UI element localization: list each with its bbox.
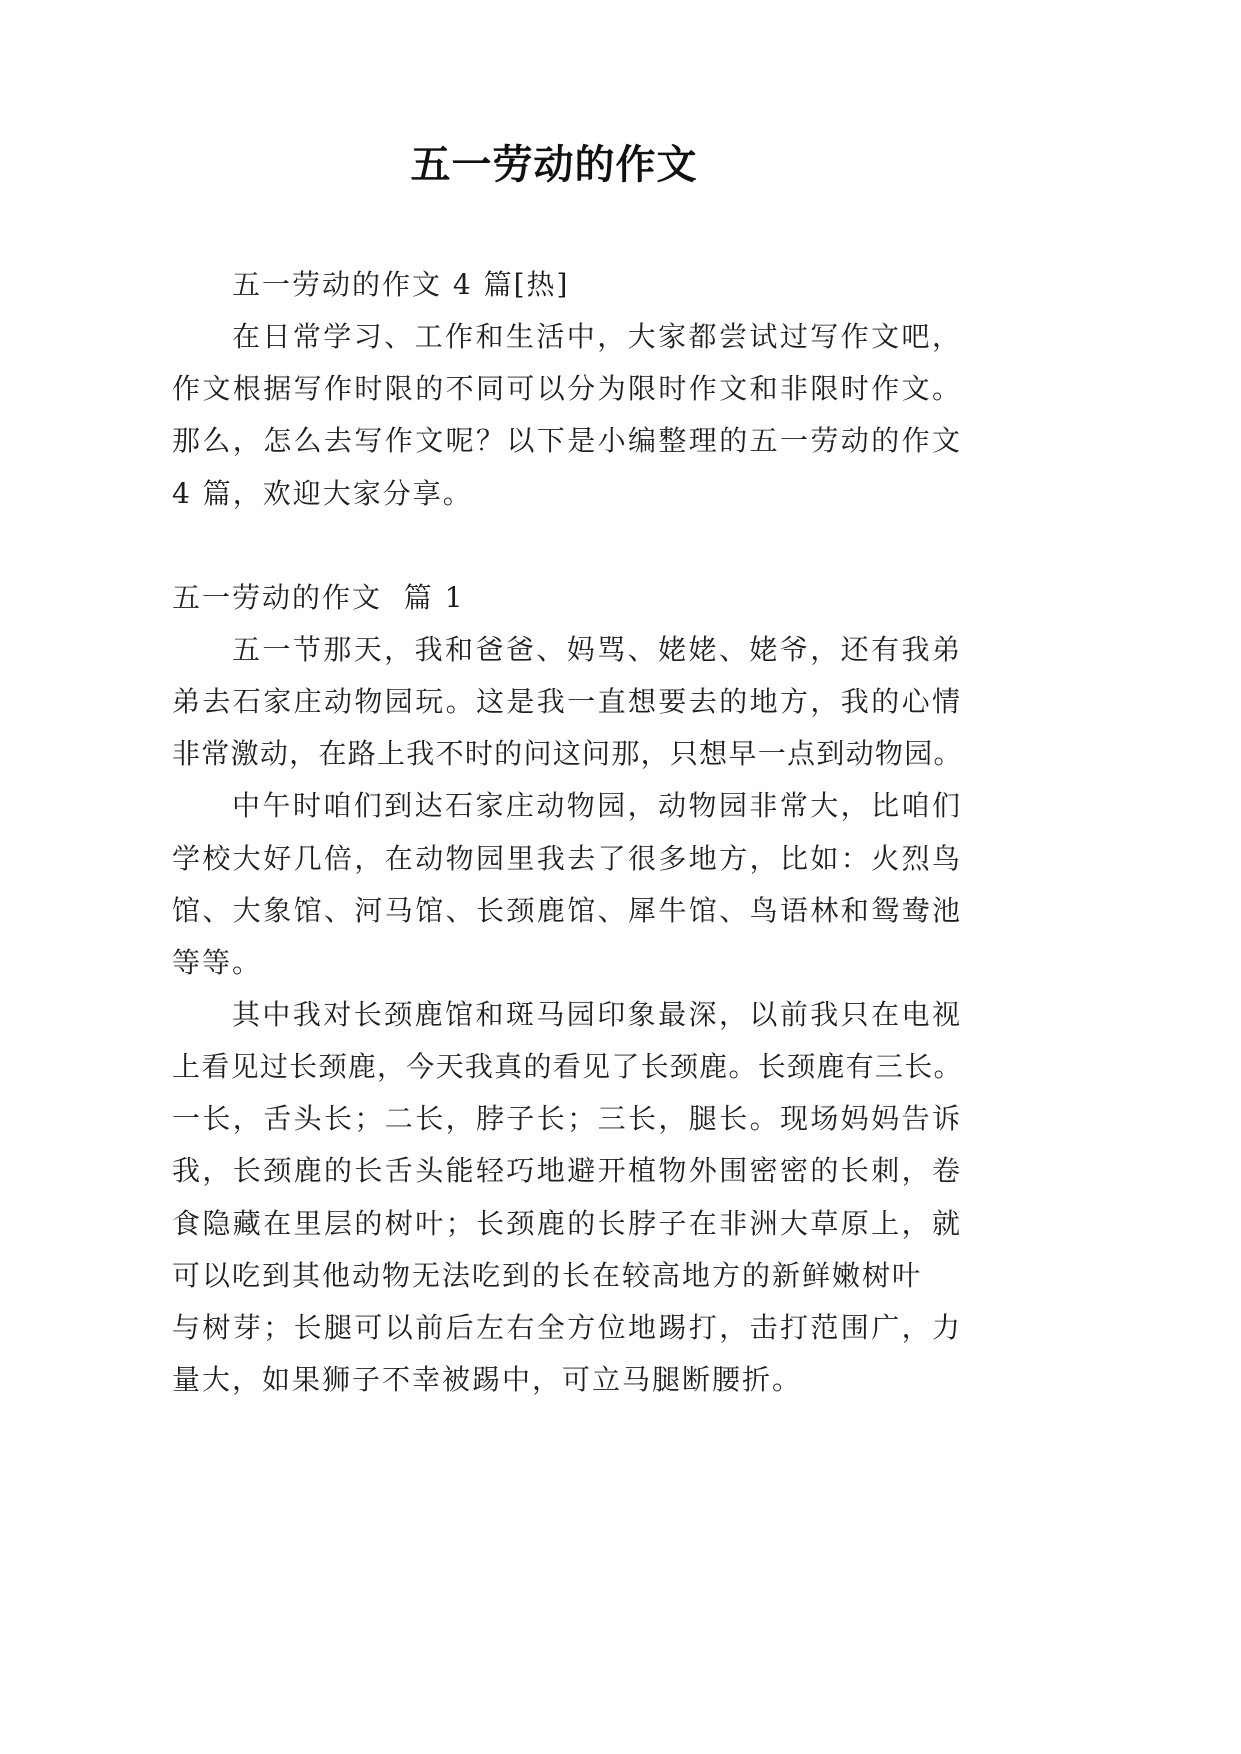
essay-paragraph <box>172 624 962 780</box>
paragraph-line: 食隐藏在里层的树叶；长颈鹿的长脖子在非洲大草原上，就 <box>172 1206 962 1240</box>
paragraph-line: 量大，如果狮子不幸被踢中，可立马腿断腰折。 <box>172 1362 803 1396</box>
paragraph-line: 非常激动，在路上我不时的问这问那，只想早一点到动物园。 <box>172 737 962 771</box>
paragraph-line: 五一节那天，我和爸爸、妈骂、姥姥、姥爷，还有我弟 <box>232 632 962 666</box>
document-body <box>172 259 962 1406</box>
paragraph-line: 馆、大象馆、河马馆、长颈鹿馆、犀牛馆、鸟语林和鸳鸯池 <box>172 893 962 927</box>
paragraph-line: 那么，怎么去写作文呢？以下是小编整理的五一劳动的作文 <box>172 424 962 458</box>
intro-paragraph <box>172 311 962 520</box>
essay-paragraph <box>172 780 962 989</box>
paragraph-line: 4 篇，欢迎大家分享。 <box>172 476 473 510</box>
essay-paragraph <box>172 989 962 1406</box>
document-title: 五一劳动的作文 <box>410 141 698 188</box>
paragraph-line: 作文根据写作时限的不同可以分为限时作文和非限时作文。 <box>172 372 962 406</box>
paragraph-line: 其中我对长颈鹿馆和斑马园印象最深，以前我只在电视 <box>232 997 962 1031</box>
paragraph-line: 弟去石家庄动物园玩。这是我一直想要去的地方，我的心情 <box>172 685 962 719</box>
paragraph-line: 与树芽；长腿可以前后左右全方位地踢打，击打范围广，力 <box>172 1310 962 1344</box>
paragraph-line: 学校大好几倍，在动物园里我去了很多地方，比如：火烈鸟 <box>172 841 962 875</box>
paragraph-line: 等等。 <box>172 945 263 979</box>
essay-heading: 五一劳动的作文 篇 1 <box>172 580 465 614</box>
paragraph-line: 一长，舌头长；二长，脖子长；三长，腿长。现场妈妈告诉 <box>172 1102 962 1136</box>
paragraph-line: 上看见过长颈鹿，今天我真的看见了长颈鹿。长颈鹿有三长。 <box>172 1050 962 1084</box>
paragraph-line: 可以吃到其他动物无法吃到的长在较高地方的新鲜嫩树叶 <box>172 1258 923 1292</box>
paragraph-line: 中午时咱们到达石家庄动物园，动物园非常大，比咱们 <box>232 789 962 823</box>
paragraph-line: 在日常学习、工作和生活中，大家都尝试过写作文吧， <box>232 320 962 354</box>
document-subtitle: 五一劳动的作文 4 篇[热] <box>232 268 570 301</box>
blank-line <box>172 520 962 572</box>
paragraph-line: 我，长颈鹿的长舌头能轻巧地避开植物外围密密的长刺，卷 <box>172 1154 962 1188</box>
